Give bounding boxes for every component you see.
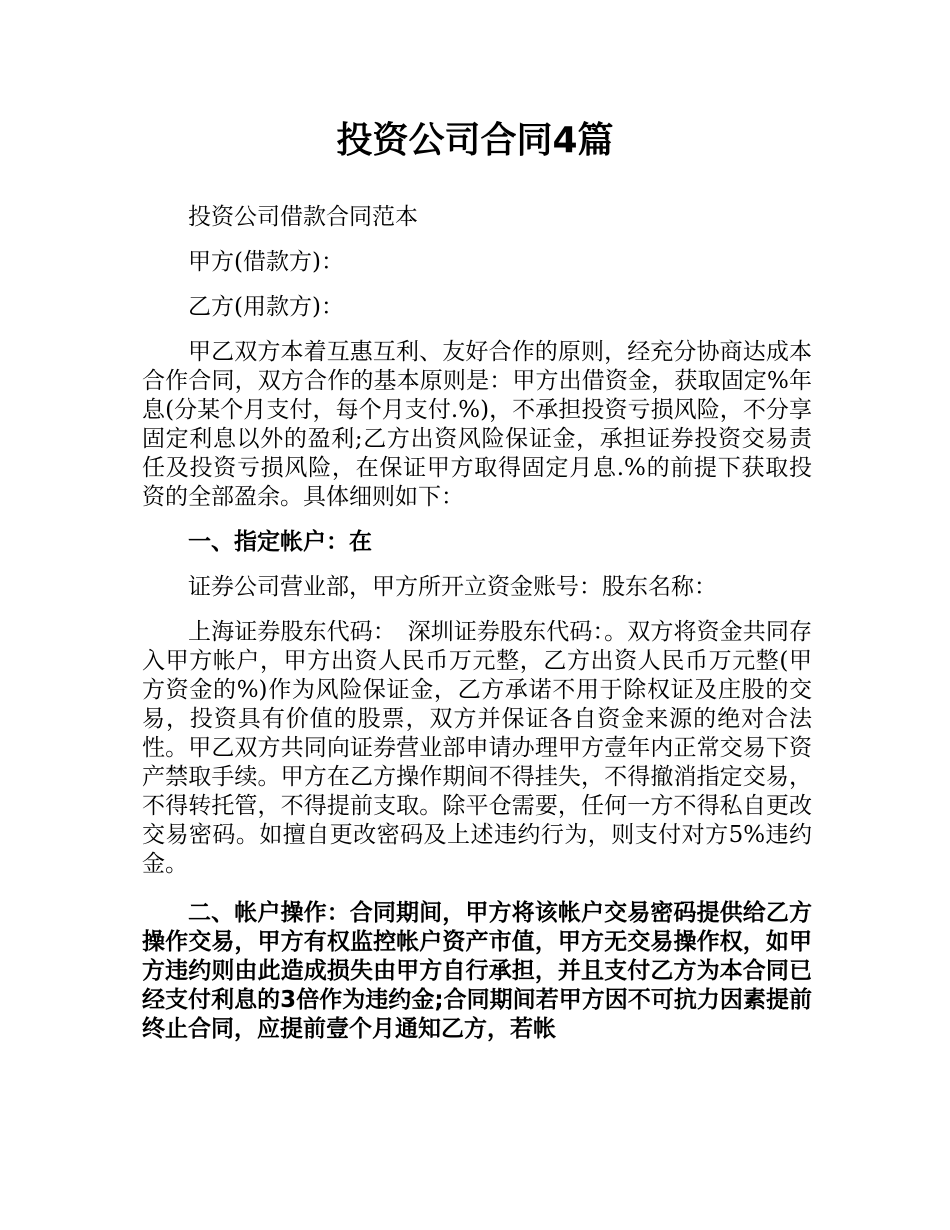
document-title: 投资公司合同4篇	[336, 120, 614, 161]
paragraph-contract-name: 投资公司借款合同范本	[188, 204, 418, 230]
paragraph-shareholder-codes: 上海证券股东代码： 深圳证券股东代码：。双方将资金共同存入甲方帐户，甲方出资人民币万元整，乙方出资人民币万元整(甲方资金的%)作为风险保证金，乙方承诺不用于除权证及庄股的交易，投资具有价值的股票，双方并保证各自资金来源的绝对合法性。甲乙双方共同向证券营业部申请办理甲方壹年内正常交易下资产禁取手续。甲方在乙方操作期间不得挂失，不得撤消指定交易，不得转托管，不得提前支取。除平仓需要，任何一方不得私自更改交易密码。如擅自更改密码及上述违约行为，则支付对方5%违约金。	[142, 619, 812, 877]
section-heading-designated-account: 一、指定帐户：在	[188, 529, 372, 555]
paragraph-principles: 甲乙双方本着互惠互利、友好合作的原则，经充分协商达成本合作合同，双方合作的基本原则是：甲方出借资金，获取固定%年息(分某个月支付，每个月支付.%)，不承担投资亏损风险，不分享固定利息以外的盈利;乙方出资风险保证金，承担证券投资交易责任及投资亏损风险，在保证甲方取得固定月息.%的前提下获取投资的全部盈余。具体细则如下：	[142, 339, 812, 510]
paragraph-party-b: 乙方(用款方)：	[188, 294, 344, 320]
paragraph-securities-account: 证券公司营业部，甲方所开立资金账号：股东名称：	[188, 574, 717, 600]
document-body	[142, 203, 812, 1060]
paragraph-account-operation: 二、帐户操作：合同期间，甲方将该帐户交易密码提供给乙方操作交易，甲方有权监控帐户资产市值，甲方无交易操作权，如甲方违约则由此造成损失由甲方自行承担，并且支付乙方为本合同已经支付利息的3倍作为违约金;合同期间若甲方因不可抗力因素提前终止合同，应提前壹个月通知乙方，若帐	[142, 900, 812, 1042]
paragraph-party-a: 甲方(借款方)：	[188, 249, 344, 275]
